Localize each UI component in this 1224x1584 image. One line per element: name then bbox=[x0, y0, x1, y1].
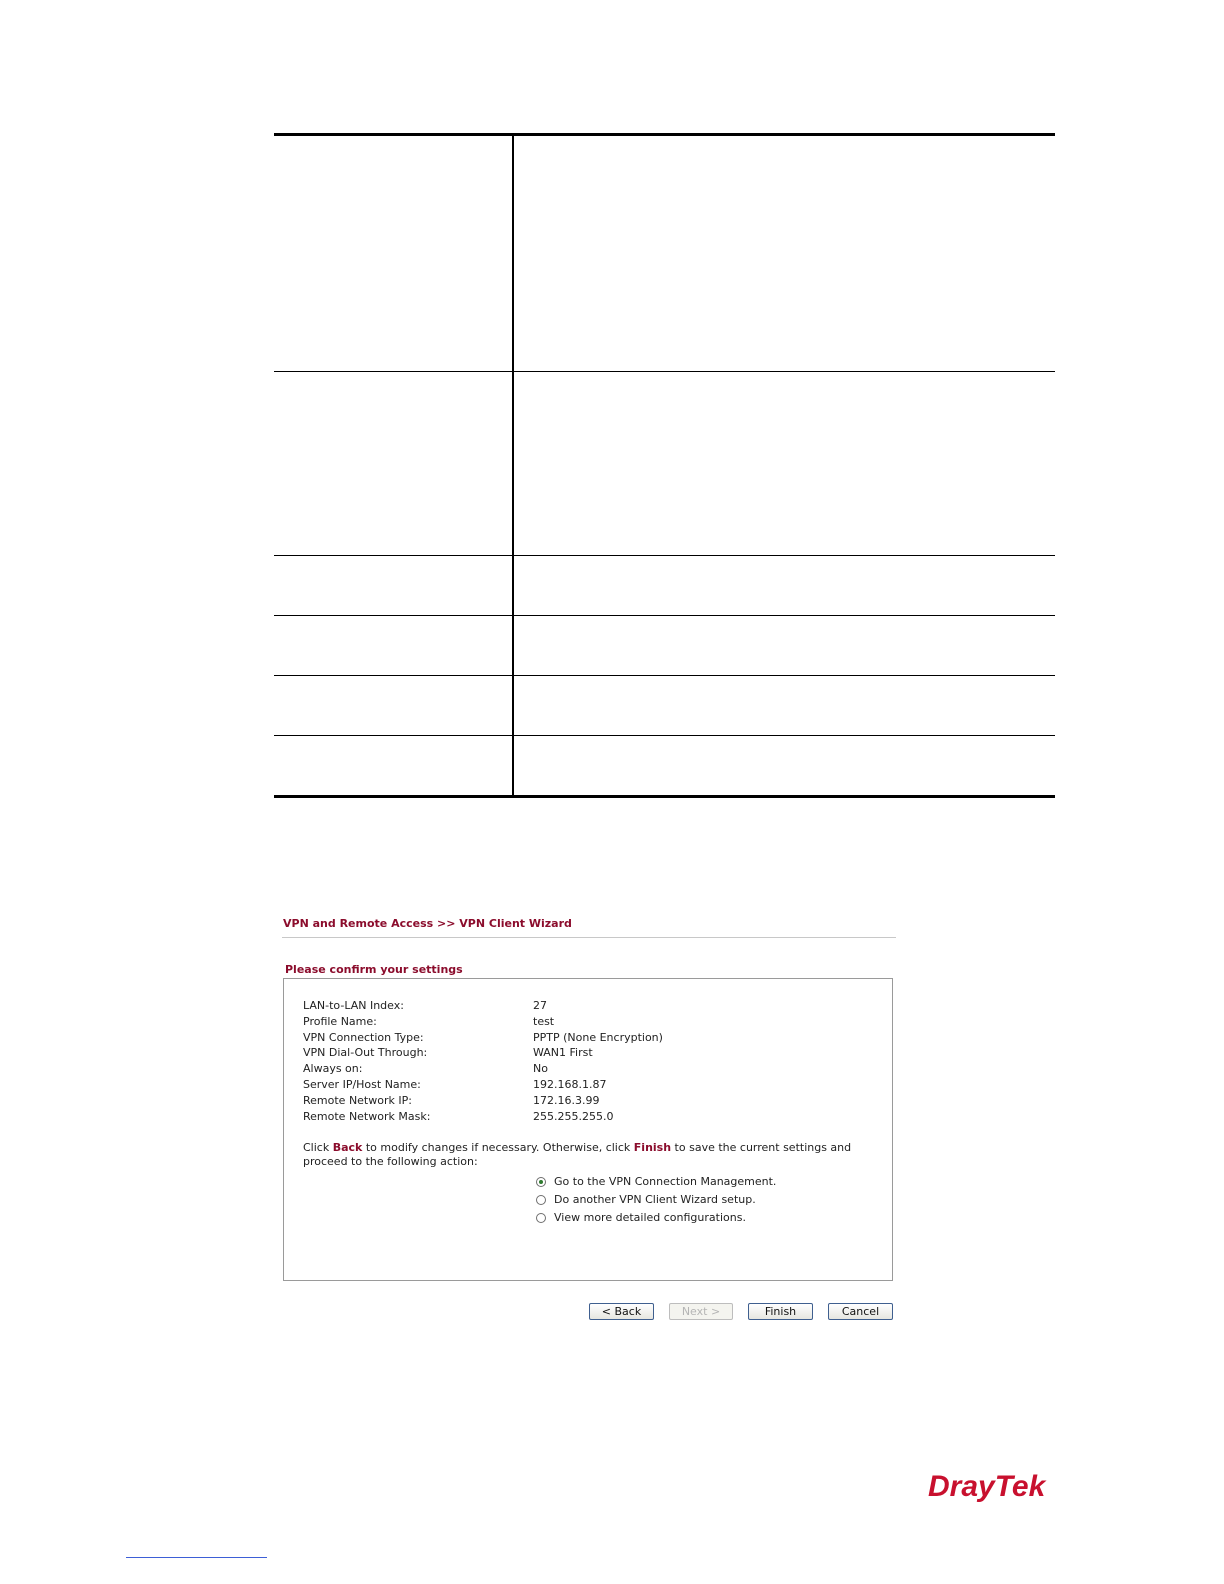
table-cell-right bbox=[514, 372, 1055, 555]
setting-value: 192.168.1.87 bbox=[533, 1077, 607, 1091]
action-options bbox=[536, 1173, 776, 1227]
confirm-settings-panel bbox=[283, 978, 893, 1281]
setting-label: VPN Dial-Out Through: bbox=[303, 1046, 428, 1060]
setting-value: 255.255.255.0 bbox=[533, 1109, 614, 1123]
setting-label: LAN-to-LAN Index: bbox=[303, 999, 404, 1012]
instruction-finish-keyword: Finish bbox=[633, 1141, 672, 1154]
setting-row-remote-ip bbox=[303, 1093, 663, 1109]
table-cell-right bbox=[514, 736, 1055, 795]
setting-row-connection-type bbox=[303, 1030, 663, 1046]
radio-icon[interactable] bbox=[536, 1213, 546, 1223]
table-cell-right bbox=[514, 616, 1055, 675]
instruction-back-keyword: Back bbox=[332, 1141, 363, 1154]
table-row bbox=[274, 736, 1055, 795]
table-cell-right bbox=[514, 556, 1055, 615]
table-cell-right bbox=[514, 676, 1055, 735]
document-table bbox=[274, 133, 1055, 798]
table-cell-left bbox=[274, 556, 514, 615]
table-cell-left bbox=[274, 136, 514, 371]
table-cell-right bbox=[514, 136, 1055, 371]
setting-row-always-on bbox=[303, 1061, 663, 1077]
setting-value: test bbox=[533, 1014, 555, 1028]
table-cell-left bbox=[274, 736, 514, 795]
option-label: Do another VPN Client Wizard setup. bbox=[554, 1193, 756, 1206]
option-detailed-config[interactable] bbox=[536, 1209, 776, 1227]
instruction-part: to modify changes if necessary. Otherwise, click bbox=[362, 1141, 634, 1154]
back-button[interactable]: < Back bbox=[589, 1303, 654, 1320]
option-vpn-connection-management[interactable] bbox=[536, 1173, 776, 1191]
breadcrumb: VPN and Remote Access >> VPN Client Wizard bbox=[283, 917, 572, 930]
table-row bbox=[274, 556, 1055, 616]
setting-row-remote-mask bbox=[303, 1109, 663, 1125]
table-row bbox=[274, 616, 1055, 676]
radio-icon[interactable] bbox=[536, 1195, 546, 1205]
draytek-logo bbox=[926, 1466, 1056, 1506]
table-cell-left bbox=[274, 372, 514, 555]
logo-text: DrayTek bbox=[928, 1470, 1046, 1503]
option-label: Go to the VPN Connection Management. bbox=[554, 1175, 777, 1188]
setting-value: 27 bbox=[533, 999, 547, 1012]
table-cell-left bbox=[274, 676, 514, 735]
setting-label: Remote Network IP: bbox=[303, 1093, 412, 1107]
next-button[interactable]: Next > bbox=[669, 1303, 733, 1320]
setting-row-dial-out bbox=[303, 1045, 663, 1061]
setting-label: Profile Name: bbox=[303, 1014, 377, 1028]
cancel-button[interactable]: Cancel bbox=[828, 1303, 893, 1320]
setting-row-server bbox=[303, 1077, 663, 1093]
vpn-wizard-screenshot bbox=[282, 916, 896, 1281]
setting-label: VPN Connection Type: bbox=[303, 1030, 424, 1044]
settings-list bbox=[303, 998, 663, 1124]
instruction-part: to save the current settings and proceed to the following action: bbox=[303, 1141, 852, 1168]
section-title: Please confirm your settings bbox=[285, 963, 463, 976]
setting-label: Remote Network Mask: bbox=[303, 1109, 431, 1123]
finish-button[interactable]: Finish bbox=[748, 1303, 813, 1320]
table-row bbox=[274, 372, 1055, 556]
table-row bbox=[274, 136, 1055, 372]
setting-value: WAN1 First bbox=[533, 1046, 593, 1060]
option-label: View more detailed configurations. bbox=[554, 1211, 746, 1224]
option-another-wizard[interactable] bbox=[536, 1191, 776, 1209]
table-cell-left bbox=[274, 616, 514, 675]
setting-row-profile-name bbox=[303, 1014, 663, 1030]
setting-label: Always on: bbox=[303, 1062, 363, 1076]
setting-value: No bbox=[533, 1062, 548, 1076]
breadcrumb-divider bbox=[282, 937, 896, 938]
setting-value: 172.16.3.99 bbox=[533, 1093, 600, 1107]
setting-row-index bbox=[303, 998, 663, 1014]
setting-label: Server IP/Host Name: bbox=[303, 1077, 421, 1091]
instruction-text bbox=[303, 1141, 883, 1169]
instruction-part: Click bbox=[303, 1141, 333, 1154]
radio-selected-icon[interactable] bbox=[536, 1177, 546, 1187]
table-row bbox=[274, 676, 1055, 736]
setting-value: PPTP (None Encryption) bbox=[533, 1030, 663, 1044]
footer-rule bbox=[126, 1557, 267, 1558]
radio-dot-icon bbox=[539, 1180, 543, 1184]
